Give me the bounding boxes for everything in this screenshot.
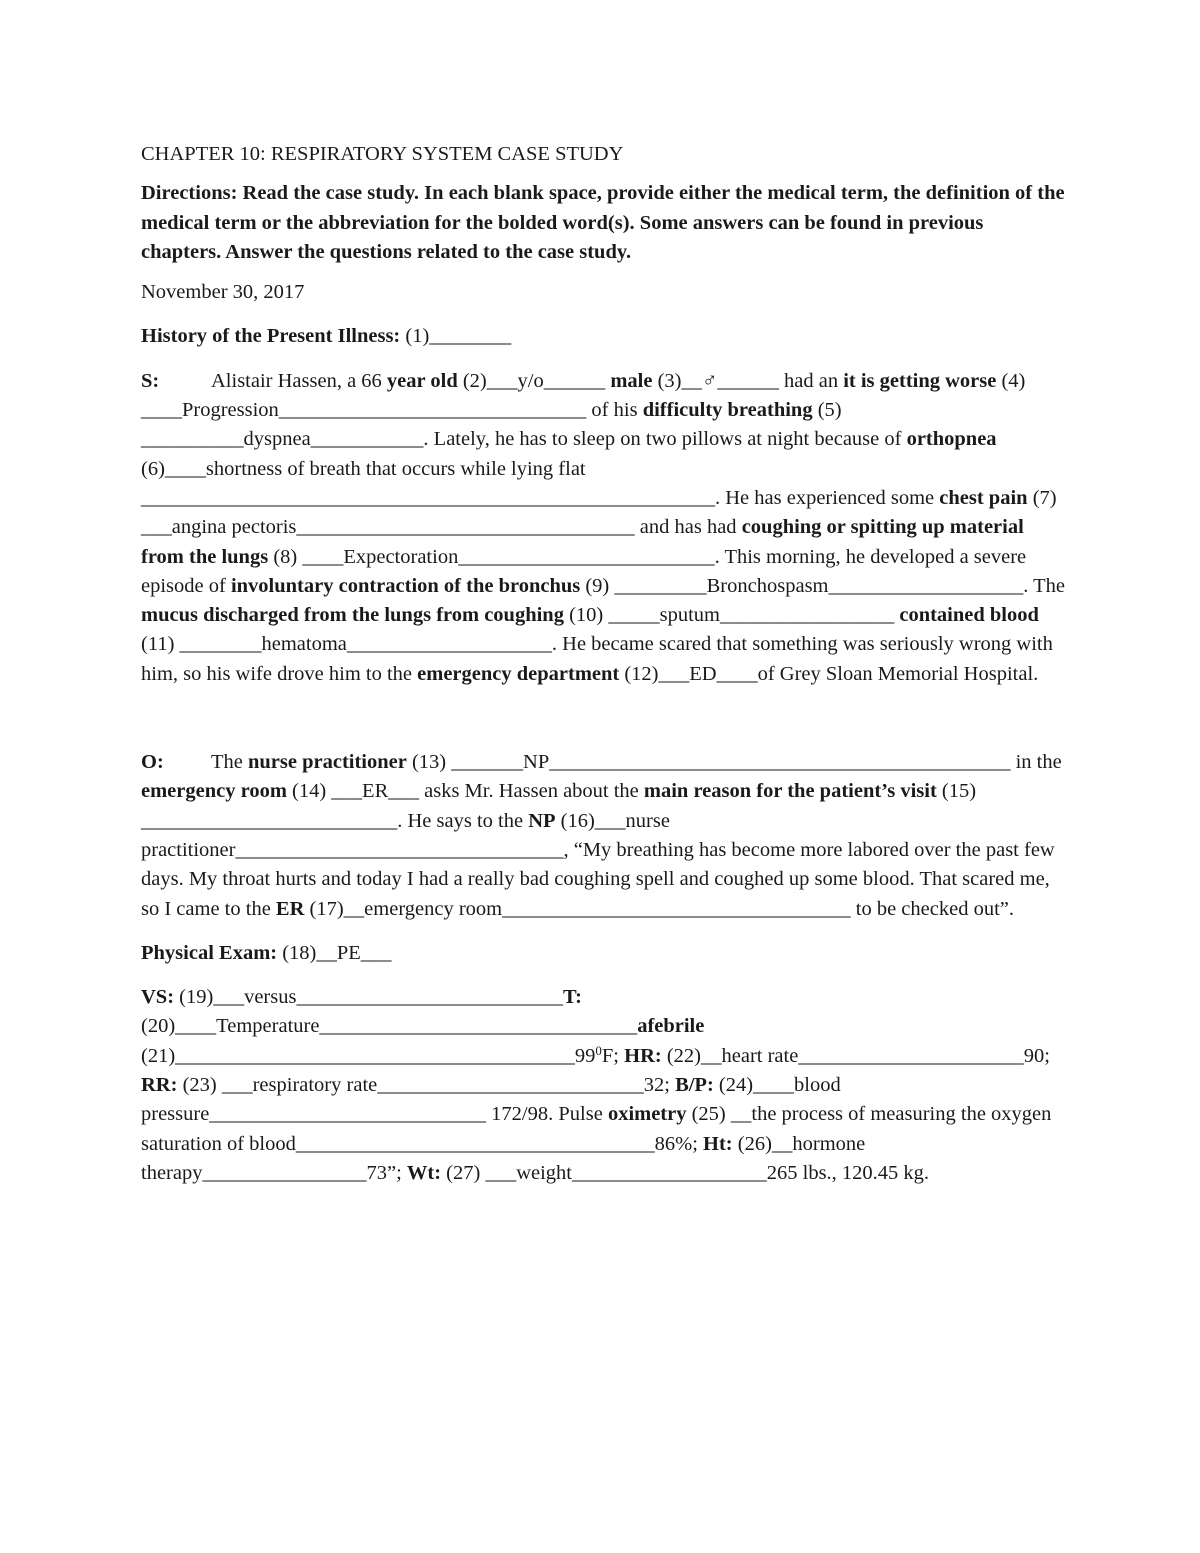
- s-term-male: male: [610, 369, 653, 392]
- degree-superscript: 0: [595, 1042, 602, 1058]
- s-term-difficulty-breathing: difficulty breathing: [642, 399, 813, 422]
- hpi-label: History of the Present Illness:: [141, 325, 401, 348]
- vs-text-10: (27) ___weight___________________265 lbs., 120.45 kg.: [441, 1161, 930, 1184]
- s-term-coughing: coughing or spitting up material from the lungs: [141, 516, 1024, 568]
- s-term-orthopnea: orthopnea: [906, 428, 997, 451]
- s-text-8: (8) ____Expectoration_________________________. This morning, he developed a severe episode of: [141, 545, 1027, 597]
- vs-text-5: (22)__heart rate______________________90;: [661, 1044, 1051, 1067]
- pe-label: Physical Exam:: [141, 941, 278, 964]
- s-text-1: Alistair Hassen, a 66: [211, 369, 387, 392]
- vs-term-oximetry: oximetry: [607, 1103, 687, 1126]
- subjective-section: [141, 367, 1065, 689]
- vs-term-afebrile: afebrile: [637, 1015, 705, 1038]
- hpi-answer: (1)________: [400, 325, 512, 348]
- vs-text-3: (21)_______________________________________99: [141, 1044, 596, 1067]
- s-text-10: (10) _____sputum_________________: [563, 604, 900, 627]
- s-text-3: (3)__♂______ had an: [652, 369, 844, 392]
- s-term-chest-pain: chest pain: [939, 486, 1028, 509]
- s-term-mucus: mucus discharged from the lungs from coughing: [141, 604, 564, 627]
- s-text-2: (2)___y/o______: [457, 369, 611, 392]
- section-gap: [141, 689, 1065, 748]
- vs-rr-label: RR:: [141, 1074, 178, 1097]
- s-text-9: (9) _________Bronchospasm___________________. The: [580, 574, 1065, 597]
- o-text-6: (17)__emergency room__________________________________ to be checked out”.: [304, 897, 1014, 920]
- vital-signs: [141, 983, 1065, 1188]
- s-text-7: (7) ___angina pectoris_________________________________ and has had: [141, 486, 1057, 539]
- o-term-main-reason: main reason for the patient’s visit: [643, 780, 937, 803]
- o-term-emergency-room: emergency room: [141, 780, 287, 803]
- o-text-2: (13) _______NP_____________________________________________ in the: [406, 751, 1062, 774]
- vs-ht-label: Ht:: [703, 1132, 733, 1155]
- s-term-contained-blood: contained blood: [899, 604, 1039, 627]
- s-term-emergency-department: emergency department: [417, 662, 620, 685]
- pe-answer: (18)__PE___: [277, 941, 392, 964]
- objective-label: O:: [141, 751, 164, 774]
- vs-text-7: (24)____blood pressure___________________________ 172/98. Pulse: [141, 1074, 841, 1126]
- case-date: November 30, 2017: [141, 281, 305, 304]
- vs-text-1: (19)___versus__________________________: [174, 986, 563, 1009]
- history-present-illness: [141, 322, 1065, 351]
- vs-text-4: F;: [601, 1044, 625, 1067]
- vs-text-9: (26)__hormone therapy________________73”;: [141, 1132, 866, 1184]
- vs-wt-label: Wt:: [406, 1161, 442, 1184]
- vs-text-2: (20)____Temperature_______________________________: [141, 1015, 638, 1038]
- document-page: [141, 140, 1065, 1188]
- s-text-12: (12)___ED____of Grey Sloan Memorial Hospital.: [619, 662, 1039, 685]
- o-text-3: (14) ___ER___ asks Mr. Hassen about the: [286, 780, 644, 803]
- vs-text-8: (25) __the process of measuring the oxygen saturation of blood___________________________________86%;: [141, 1103, 1052, 1155]
- chapter-title: CHAPTER 10: RESPIRATORY SYSTEM CASE STUDY: [141, 143, 624, 165]
- o-term-nurse-practitioner: nurse practitioner: [248, 751, 407, 774]
- o-term-np: NP: [528, 809, 556, 832]
- s-term-bronchus: involuntary contraction of the bronchus: [230, 574, 581, 597]
- o-text-1: The: [211, 751, 248, 774]
- s-text-11: (11) ________hematoma____________________. He became scared that something was seriously wrong with him, so his wife drove him to the: [141, 633, 1053, 685]
- vs-text-6: (23) ___respiratory rate__________________________32;: [177, 1074, 676, 1097]
- vs-hr-label: HR:: [624, 1044, 662, 1067]
- o-term-er: ER: [275, 897, 305, 920]
- s-text-4: (4) ____Progression______________________________ of his: [141, 369, 1026, 422]
- vs-bp-label: B/P:: [675, 1074, 714, 1097]
- s-text-6: (6)____shortness of breath that occurs while lying flat ________________________________________________________. He has experienced some: [141, 457, 940, 509]
- o-text-5: (16)___nurse practitioner________________________________, “My breathing has become more labored over the past few days. My throat hurts and today I had a really bad coughing spell and coughed up some blood. That scared me, so I came to the: [141, 809, 1055, 920]
- s-text-5: (5) __________dyspnea___________. Lately, he has to sleep on two pillows at night because of: [141, 399, 907, 451]
- s-term-year-old: year old: [386, 369, 458, 392]
- objective-section: [141, 748, 1065, 924]
- physical-exam: [141, 939, 1065, 968]
- directions: Directions: Read the case study. In each blank space, provide either the medical term, the definition of the medical term or the abbreviation for the bolded word(s). Some answers can be found in previous chapters. Answer the questions related to the case study.: [141, 182, 1065, 263]
- subjective-label: S:: [141, 369, 160, 392]
- s-term-getting-worse: it is getting worse: [843, 369, 997, 392]
- o-text-4: (15) _________________________. He says to the: [141, 780, 977, 832]
- vs-temp-label: T:: [562, 986, 582, 1009]
- vs-label: VS:: [141, 986, 175, 1009]
